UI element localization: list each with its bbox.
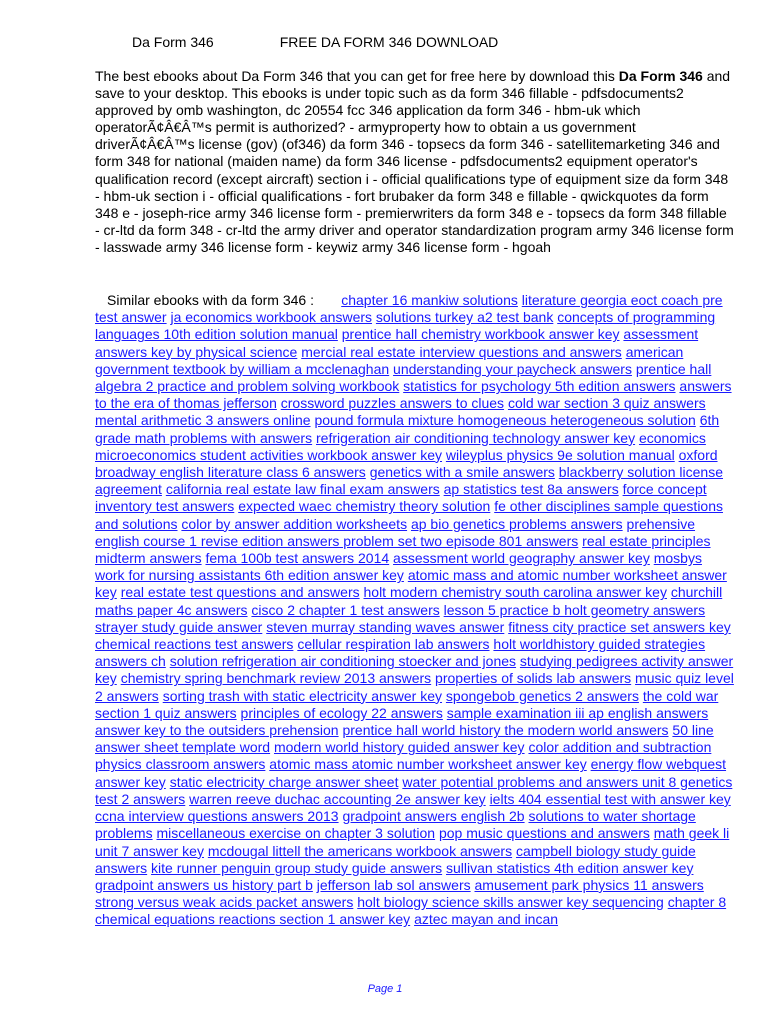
ebook-link[interactable]: expected waec chemistry theory solution [238, 498, 491, 515]
ebook-link[interactable]: holt worldhistory guided strategies answers ch [95, 636, 706, 670]
header-form-name: Da Form 346 [132, 34, 214, 50]
ebook-link[interactable]: mcdougal littell the americans workbook answers [207, 842, 513, 859]
ebook-link[interactable]: warren reeve duchac accounting 2e answer key [189, 790, 486, 807]
ebook-link[interactable]: atomic mass and atomic number worksheet answer key [95, 567, 727, 601]
ebook-link[interactable]: california real estate law final exam answers [165, 481, 440, 498]
similar-ebooks-section [95, 292, 735, 929]
ebook-link[interactable]: cisco 2 chapter 1 test answers [251, 601, 440, 618]
ebook-link[interactable]: the cold war section 1 quiz answers [95, 687, 719, 721]
ebook-link[interactable]: blackberry solution license agreement [95, 464, 723, 498]
ebook-link[interactable]: static electricity charge answer sheet [169, 773, 399, 790]
ebook-link[interactable]: sullivan statistics 4th edition answer key [446, 859, 694, 876]
ebook-link[interactable]: cellular respiration lab answers [297, 636, 490, 653]
ebook-link[interactable]: 50 line answer sheet template word [95, 722, 714, 756]
ebook-link[interactable]: lesson 5 practice b holt geometry answers [443, 601, 706, 618]
ebook-link[interactable]: cold war section 3 quiz answers [507, 395, 706, 412]
ebook-link[interactable]: chapter 16 mankiw solutions [341, 292, 518, 308]
ebook-link[interactable]: fe other disciplines sample questions and solutions [95, 498, 723, 532]
ebook-link[interactable]: prentice hall world history the modern world answers [342, 722, 669, 739]
ebook-link[interactable]: 6th grade math problems with answers [95, 412, 720, 446]
ebook-link[interactable]: color by answer addition worksheets [181, 515, 408, 532]
ebook-link[interactable]: solutions turkey a2 test bank [375, 309, 554, 326]
ebook-link[interactable]: assessment world geography answer key [393, 550, 650, 567]
ebook-link[interactable]: concepts of programming languages 10th edition solution manual [95, 309, 716, 343]
ebook-link[interactable]: chemistry spring benchmark review 2013 answers [120, 670, 432, 687]
intro-paragraph [95, 68, 735, 256]
ebook-link[interactable]: force concept inventory test answers [95, 481, 707, 515]
ebook-link[interactable]: genetics with a smile answers [369, 464, 555, 481]
ebook-link[interactable]: american government textbook by william a mcclenaghan [95, 343, 684, 377]
ebook-link[interactable]: jefferson lab sol answers [316, 876, 471, 893]
ebook-link[interactable]: strayer study guide answer [95, 618, 263, 635]
ebook-link[interactable]: literature georgia eoct coach pre test answer [95, 292, 723, 326]
ebook-link[interactable]: oxford broadway english literature class 6 answers [95, 446, 718, 481]
intro-text-after: and save to your desktop. This ebooks is under topic such as da form 346 fillable - pdfsdocuments2 approved by omb washington, dc 20554 fcc 346 application da form 346 - hbm-uk which operatorÃ¢Â€Â™s permit is authorized? - armyproperty how to obtain a us government driverÃ¢Â€Â™s license (gov) (of346) da form 346 - topsecs da form 346 - satellitemarketing 346 and form 348 for national (maiden name) da form 346 license - pdfsdocuments2 equipment operator's qualification record (except aircraft) section i - official qualifications type of equipment size da form 348 - hbm-uk section i - official qualifications - fort brubaker da form 348 e fillable - qwickquotes da form 348 e - joseph-rice army 346 license form - premierwriters da form 348 e - topsecs da form 348 fillable - cr-ltd da form 348 - cr-ltd the army driver and operator standardization program army 346 license form - lasswade army 346 license form - keywiz army 346 license form - hgoah [95, 68, 734, 255]
ebook-link[interactable]: sorting trash with static electricity answer key [162, 687, 443, 704]
ebook-link[interactable]: pound formula mixture homogeneous heterogeneous solution [314, 412, 696, 429]
ebook-link[interactable]: sample examination iii ap english answers answer key to the outsiders prehension [95, 704, 709, 739]
ebook-link[interactable]: answers to the era of thomas jefferson [95, 378, 732, 412]
ebook-link[interactable]: amusement park physics 11 answers [474, 876, 704, 893]
ebook-link[interactable]: holt modern chemistry south carolina answer key [363, 584, 667, 601]
ebook-link[interactable]: prehensive english course 1 revise edition answers problem set two episode 801 answers [95, 515, 696, 549]
ebook-link[interactable]: holt biology science skills answer key sequencing [357, 894, 664, 911]
ebook-link[interactable]: ielts 404 essential test with answer key [489, 790, 731, 807]
ebook-link[interactable]: spongebob genetics 2 answers [445, 687, 639, 704]
page-number: Page 1 [367, 983, 403, 995]
ebook-link[interactable]: chapter 8 chemical equations reactions section 1 answer key [95, 894, 727, 928]
ebook-link[interactable]: mercial real estate interview questions and answers [301, 343, 622, 360]
ebook-link[interactable]: water potential problems and answers unit 8 genetics test 2 answers [95, 773, 733, 807]
ebook-link[interactable]: ap bio genetics problems answers [410, 515, 623, 532]
ebook-link[interactable]: strong versus weak acids packet answers [95, 894, 354, 911]
ebook-link[interactable]: wileyplus physics 9e solution manual [445, 446, 675, 463]
ebook-link[interactable]: economics microeconomics student activities workbook answer key [95, 429, 706, 463]
header-title: FREE DA FORM 346 DOWNLOAD [279, 34, 499, 50]
ebook-link[interactable]: statistics for psychology 5th edition answers [403, 378, 676, 395]
ebook-link[interactable]: churchill maths paper 4c answers [95, 584, 723, 618]
ebook-link[interactable]: fema 100b test answers 2014 [205, 550, 390, 567]
ebook-link[interactable]: properties of solids lab answers [435, 670, 632, 687]
intro-bold-title: Da Form 346 [618, 68, 703, 84]
ebook-link[interactable]: assessment answers key by physical science [95, 326, 699, 360]
ebook-link[interactable]: modern world history guided answer key [273, 739, 525, 756]
ebook-link[interactable]: miscellaneous exercise on chapter 3 solution [156, 825, 436, 842]
ebook-link[interactable]: music quiz level 2 answers [95, 670, 734, 704]
ebook-link[interactable]: gradpoint answers english 2b [342, 808, 525, 825]
ebook-link[interactable]: pop music questions and answers [438, 825, 650, 842]
ebook-link[interactable]: crossword puzzles answers to clues [280, 395, 505, 412]
ebook-link[interactable]: understanding your paycheck answers [393, 360, 632, 377]
ebook-link[interactable]: campbell biology study guide answers [95, 842, 696, 876]
ebook-link[interactable]: studying pedigrees activity answer key [95, 653, 734, 687]
ebook-link[interactable]: solution refrigeration air conditioning stoecker and jones [169, 653, 517, 670]
similar-ebooks-label: Similar ebooks with da form 346 : [107, 292, 314, 308]
ebook-link[interactable]: energy flow webquest answer key [95, 756, 727, 790]
ebook-link[interactable]: real estate test questions and answers [120, 584, 360, 601]
intro-text-before: The best ebooks about Da Form 346 that you can get for free here by download this [95, 68, 619, 84]
ebook-link[interactable]: mental arithmetic 3 answers online [95, 412, 311, 429]
ebook-link[interactable]: real estate principles midterm answers [95, 532, 711, 567]
ebook-link[interactable]: principles of ecology 22 answers [240, 704, 443, 721]
ebook-link[interactable]: chemical reactions test answers [95, 636, 294, 653]
ebook-link[interactable]: atomic mass atomic number worksheet answer key [269, 756, 587, 773]
ebook-link[interactable]: kite runner penguin group study guide answers [151, 859, 443, 876]
ebook-link[interactable]: refrigeration air conditioning technology answer key [316, 429, 636, 446]
ebook-link[interactable]: color addition and subtraction physics classroom answers [95, 739, 712, 773]
ebook-link[interactable]: ja economics workbook answers [170, 309, 373, 326]
ebook-link[interactable]: prentice hall chemistry workbook answer key [341, 326, 620, 343]
ebook-link[interactable]: solutions to water shortage problems [95, 808, 696, 842]
ebook-link[interactable]: steven murray standing waves answer [266, 618, 505, 635]
ebook-link[interactable]: aztec mayan and incan [414, 911, 559, 928]
ebook-link[interactable]: mosbys work for nursing assistants 6th edition answer key [95, 550, 702, 584]
document-header [132, 34, 498, 50]
ebook-link[interactable]: gradpoint answers us history part b [95, 876, 313, 893]
ebook-link[interactable]: math geek li unit 7 answer key [95, 825, 730, 859]
ebook-link[interactable]: ccna interview questions answers 2013 [95, 808, 339, 825]
ebook-link[interactable]: ap statistics test 8a answers [443, 481, 619, 498]
ebook-link[interactable]: fitness city practice set answers key [508, 618, 731, 635]
ebook-link[interactable]: prentice hall algebra 2 practice and problem solving workbook [95, 360, 712, 395]
